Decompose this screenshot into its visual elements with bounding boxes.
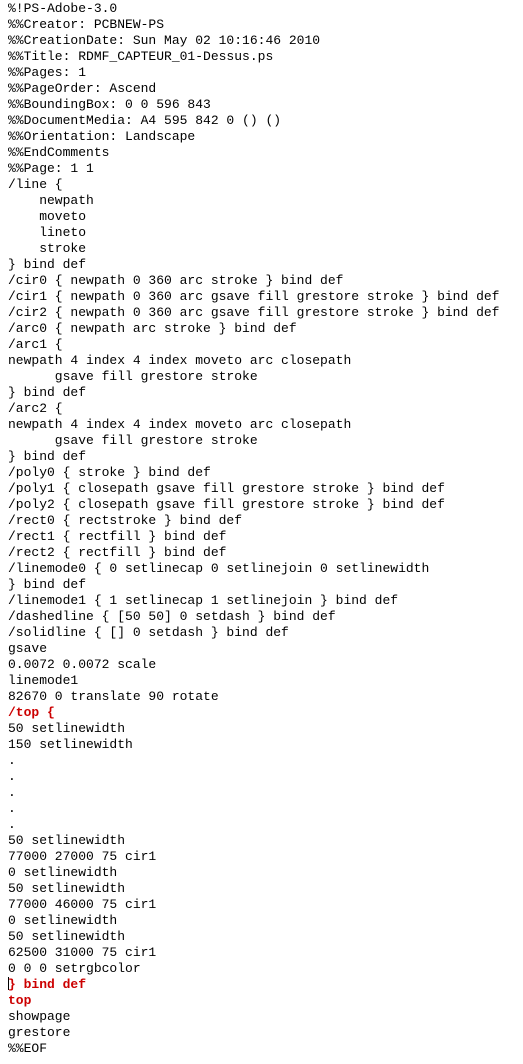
code-line <box>8 209 520 225</box>
code-line-text: 0 setlinewidth <box>8 865 118 880</box>
code-line <box>8 673 520 689</box>
code-line <box>8 17 520 33</box>
code-line-text: } bind def <box>8 257 87 272</box>
code-line <box>8 65 520 81</box>
code-line <box>8 881 520 897</box>
code-line <box>8 961 520 977</box>
code-line <box>8 401 520 417</box>
code-line-text: grestore <box>8 1025 71 1040</box>
postscript-document[interactable] <box>8 1 520 1057</box>
code-line-text: /poly2 { closepath gsave fill grestore stroke } bind def <box>8 497 445 512</box>
code-line <box>8 113 520 129</box>
code-line-text: } bind def <box>8 977 87 992</box>
code-line <box>8 1025 520 1041</box>
code-line <box>8 913 520 929</box>
code-line <box>8 49 520 65</box>
code-line-text: /line { <box>8 177 63 192</box>
code-line <box>8 785 520 801</box>
code-line <box>8 625 520 641</box>
code-line-text: /linemode0 { 0 setlinecap 0 setlinejoin 0 setlinewidth <box>8 561 430 576</box>
code-line-text: %%PageOrder: Ascend <box>8 81 157 96</box>
code-line-text: %%BoundingBox: 0 0 596 843 <box>8 97 211 112</box>
code-line-text: stroke <box>8 241 87 256</box>
code-line-text: /rect2 { rectfill } bind def <box>8 545 227 560</box>
code-line-text: /top { <box>8 705 55 720</box>
code-line <box>8 529 520 545</box>
code-line <box>8 497 520 513</box>
highlighted-code-line <box>8 705 520 721</box>
code-line <box>8 225 520 241</box>
code-line-text: /poly0 { stroke } bind def <box>8 465 211 480</box>
code-line-text: newpath 4 index 4 index moveto arc closepath <box>8 353 352 368</box>
code-line <box>8 97 520 113</box>
code-line-text: lineto <box>8 225 87 240</box>
code-line <box>8 753 520 769</box>
code-line <box>8 465 520 481</box>
code-line <box>8 545 520 561</box>
code-line-text: /arc2 { <box>8 401 63 416</box>
code-line-text: 50 setlinewidth <box>8 881 126 896</box>
code-line <box>8 609 520 625</box>
code-line <box>8 833 520 849</box>
code-line-text: %%CreationDate: Sun May 02 10:16:46 2010 <box>8 33 321 48</box>
code-line <box>8 81 520 97</box>
code-line-text: /cir0 { newpath 0 360 arc stroke } bind def <box>8 273 344 288</box>
code-line-text: %%EOF <box>8 1041 48 1056</box>
code-line-text: } bind def <box>8 577 87 592</box>
code-line-text: %!PS-Adobe-3.0 <box>8 1 118 16</box>
code-line <box>8 721 520 737</box>
code-line <box>8 481 520 497</box>
code-line <box>8 385 520 401</box>
code-line <box>8 241 520 257</box>
code-line-text: . <box>8 801 16 816</box>
code-line <box>8 737 520 753</box>
code-line <box>8 417 520 433</box>
code-line-text: /cir1 { newpath 0 360 arc gsave fill grestore stroke } bind def <box>8 289 500 304</box>
code-line-text: gsave <box>8 641 48 656</box>
code-line <box>8 177 520 193</box>
code-line-text: showpage <box>8 1009 71 1024</box>
code-line-text: %%Creator: PCBNEW-PS <box>8 17 165 32</box>
code-line-text: /arc1 { <box>8 337 63 352</box>
code-line-text: 82670 0 translate 90 rotate <box>8 689 219 704</box>
code-line-text: 50 setlinewidth <box>8 929 126 944</box>
code-line <box>8 945 520 961</box>
code-line-text: /solidline { [] 0 setdash } bind def <box>8 625 289 640</box>
code-line <box>8 865 520 881</box>
code-line <box>8 129 520 145</box>
code-line <box>8 689 520 705</box>
highlighted-code-line <box>8 977 520 993</box>
code-line-text: /linemode1 { 1 setlinecap 1 setlinejoin } bind def <box>8 593 399 608</box>
code-line <box>8 593 520 609</box>
code-line <box>8 817 520 833</box>
code-line <box>8 321 520 337</box>
code-line-text: 150 setlinewidth <box>8 737 133 752</box>
code-line <box>8 641 520 657</box>
code-line <box>8 289 520 305</box>
code-line <box>8 801 520 817</box>
code-line <box>8 849 520 865</box>
code-line-text: %%DocumentMedia: A4 595 842 0 () () <box>8 113 282 128</box>
code-line-text: %%Orientation: Landscape <box>8 129 196 144</box>
code-line <box>8 145 520 161</box>
code-line-text: 77000 27000 75 cir1 <box>8 849 157 864</box>
code-line <box>8 577 520 593</box>
code-line-text: . <box>8 817 16 832</box>
code-line-text: 62500 31000 75 cir1 <box>8 945 157 960</box>
code-line-text: top <box>8 993 32 1008</box>
code-line-text: /poly1 { closepath gsave fill grestore stroke } bind def <box>8 481 445 496</box>
code-line <box>8 433 520 449</box>
code-line-text: %%Title: RDMF_CAPTEUR_01-Dessus.ps <box>8 49 274 64</box>
code-line <box>8 1041 520 1057</box>
code-line <box>8 305 520 321</box>
code-line-text: 0 setlinewidth <box>8 913 118 928</box>
code-line-text: . <box>8 785 16 800</box>
code-line-text: 0 0 0 setrgbcolor <box>8 961 141 976</box>
code-line-text: . <box>8 753 16 768</box>
code-line <box>8 273 520 289</box>
highlighted-code-line <box>8 993 520 1009</box>
code-line <box>8 769 520 785</box>
code-line-text: } bind def <box>8 385 87 400</box>
code-line-text: gsave fill grestore stroke <box>8 369 258 384</box>
code-line-text: %%Pages: 1 <box>8 65 87 80</box>
code-line <box>8 561 520 577</box>
code-line-text: 0.0072 0.0072 scale <box>8 657 157 672</box>
code-line <box>8 1 520 17</box>
code-line-text: /rect0 { rectstroke } bind def <box>8 513 243 528</box>
code-line <box>8 161 520 177</box>
code-line <box>8 353 520 369</box>
code-line <box>8 337 520 353</box>
code-line <box>8 897 520 913</box>
code-line-text: 50 setlinewidth <box>8 721 126 736</box>
code-line <box>8 929 520 945</box>
code-line-text: . <box>8 769 16 784</box>
code-line <box>8 513 520 529</box>
code-line-text: %%Page: 1 1 <box>8 161 94 176</box>
code-line <box>8 449 520 465</box>
code-line <box>8 657 520 673</box>
code-line-text: %%EndComments <box>8 145 110 160</box>
code-line-text: /cir2 { newpath 0 360 arc gsave fill grestore stroke } bind def <box>8 305 500 320</box>
code-line-text: newpath <box>8 193 94 208</box>
code-line-text: /arc0 { newpath arc stroke } bind def <box>8 321 297 336</box>
code-line-text: /dashedline { [50 50] 0 setdash } bind def <box>8 609 336 624</box>
code-line-text: 77000 46000 75 cir1 <box>8 897 157 912</box>
code-line <box>8 369 520 385</box>
code-line <box>8 257 520 273</box>
code-line-text: moveto <box>8 209 87 224</box>
code-line-text: 50 setlinewidth <box>8 833 126 848</box>
code-line <box>8 193 520 209</box>
code-line-text: newpath 4 index 4 index moveto arc closepath <box>8 417 352 432</box>
code-line-text: linemode1 <box>8 673 79 688</box>
code-line-text: gsave fill grestore stroke <box>8 433 258 448</box>
code-line-text: /rect1 { rectfill } bind def <box>8 529 227 544</box>
code-line-text: } bind def <box>8 449 87 464</box>
code-line <box>8 33 520 49</box>
code-line <box>8 1009 520 1025</box>
